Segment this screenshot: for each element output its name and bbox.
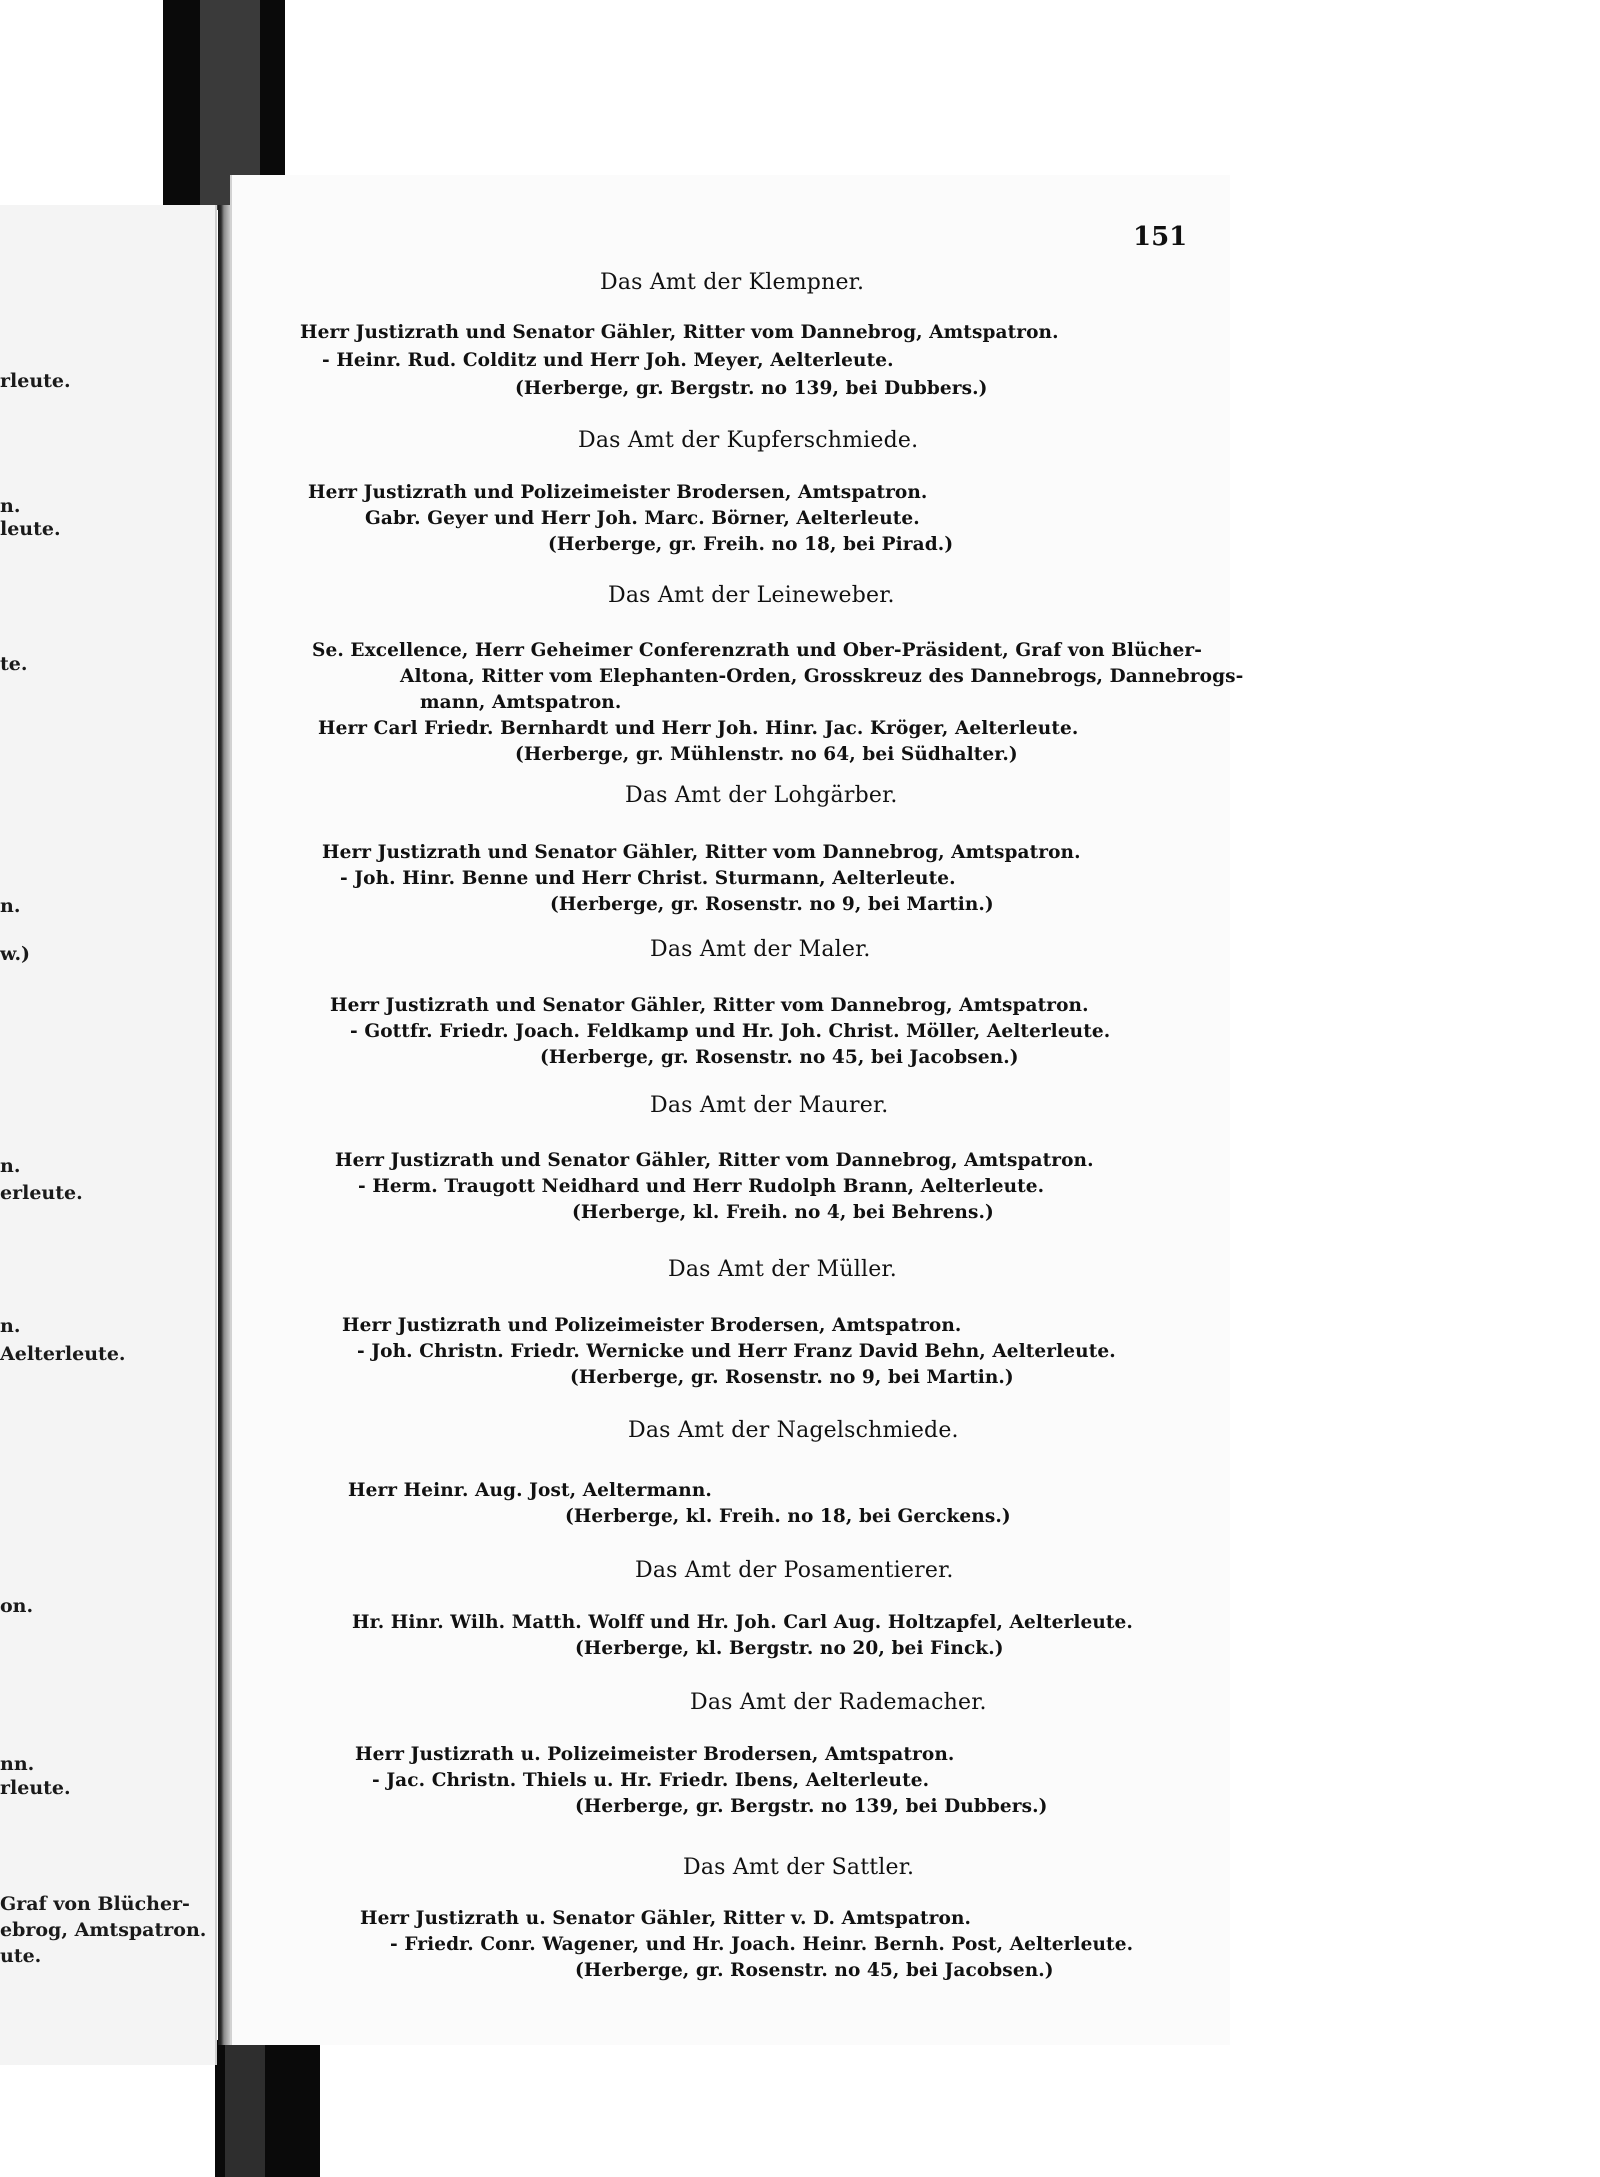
section-line: - Friedr. Conr. Wagener, und Hr. Joach. Heinr. Bernh. Post, Aelterleute. xyxy=(390,1934,1134,1955)
section-line: Herr Justizrath und Senator Gähler, Ritter vom Dannebrog, Amtspatron. xyxy=(330,995,1089,1016)
section-line: - Herm. Traugott Neidhard und Herr Rudolph Brann, Aelterleute. xyxy=(358,1176,1045,1197)
section-line: (Herberge, gr. Rosenstr. no 45, bei Jacobsen.) xyxy=(575,1960,1054,1981)
left-page-fragment: n. xyxy=(0,895,21,917)
section-line: (Herberge, gr. Rosenstr. no 45, bei Jacobsen.) xyxy=(540,1047,1019,1068)
section-title: Das Amt der Maurer. xyxy=(650,1093,889,1118)
section-title: Das Amt der Sattler. xyxy=(683,1855,915,1880)
left-page-fragment: n. xyxy=(0,1155,21,1177)
section-line: (Herberge, gr. Mühlenstr. no 64, bei Südhalter.) xyxy=(515,744,1018,765)
left-page-fragment: n. xyxy=(0,1315,21,1337)
section-line: (Herberge, gr. Rosenstr. no 9, bei Martin.) xyxy=(550,894,994,915)
section-line: Herr Justizrath u. Senator Gähler, Ritter v. D. Amtspatron. xyxy=(360,1908,972,1929)
section-line: Herr Justizrath und Senator Gähler, Ritter vom Dannebrog, Amtspatron. xyxy=(322,842,1081,863)
left-page-fragment: erleute. xyxy=(0,1182,83,1204)
section-line: Gabr. Geyer und Herr Joh. Marc. Börner, Aelterleute. xyxy=(365,508,920,529)
left-page-fragment: ebrog, Amtspatron. xyxy=(0,1919,207,1941)
section-line: (Herberge, gr. Bergstr. no 139, bei Dubbers.) xyxy=(575,1796,1048,1817)
left-page-fragment: Aelterleute. xyxy=(0,1343,126,1365)
section-line: mann, Amtspatron. xyxy=(420,692,622,713)
section-line: Herr Justizrath und Senator Gähler, Ritter vom Dannebrog, Amtspatron. xyxy=(300,322,1059,343)
left-page-fragment: n. xyxy=(0,495,21,517)
section-line: Herr Justizrath und Polizeimeister Brodersen, Amtspatron. xyxy=(342,1315,962,1336)
section-line: (Herberge, gr. Bergstr. no 139, bei Dubbers.) xyxy=(515,378,988,399)
section-line: (Herberge, gr. Rosenstr. no 9, bei Martin.) xyxy=(570,1367,1014,1388)
section-line: Herr Justizrath u. Polizeimeister Brodersen, Amtspatron. xyxy=(355,1744,955,1765)
section-title: Das Amt der Rademacher. xyxy=(690,1690,987,1715)
section-title: Das Amt der Leineweber. xyxy=(608,583,895,608)
section-title: Das Amt der Lohgärber. xyxy=(625,783,898,808)
section-line: - Joh. Hinr. Benne und Herr Christ. Sturmann, Aelterleute. xyxy=(340,868,956,889)
left-page-fragment: w.) xyxy=(0,943,31,965)
section-line: (Herberge, gr. Freih. no 18, bei Pirad.) xyxy=(548,534,954,555)
left-page-fragment: on. xyxy=(0,1595,34,1617)
section-line: Se. Excellence, Herr Geheimer Conferenzrath und Ober-Präsident, Graf von Blücher- xyxy=(312,640,1203,661)
section-line: (Herberge, kl. Freih. no 18, bei Gerckens.) xyxy=(565,1506,1011,1527)
section-line: - Joh. Christn. Friedr. Wernicke und Herr Franz David Behn, Aelterleute. xyxy=(357,1341,1116,1362)
section-line: Herr Justizrath und Polizeimeister Brodersen, Amtspatron. xyxy=(308,482,928,503)
section-line: Herr Justizrath und Senator Gähler, Ritter vom Dannebrog, Amtspatron. xyxy=(335,1150,1094,1171)
left-page-fragment: rleute. xyxy=(0,1777,71,1799)
page-number: 151 xyxy=(1133,222,1188,252)
section-line: Altona, Ritter vom Elephanten-Orden, Grosskreuz des Dannebrogs, Dannebrogs- xyxy=(400,666,1244,687)
section-line: - Heinr. Rud. Colditz und Herr Joh. Meyer, Aelterleute. xyxy=(322,350,894,371)
section-line: (Herberge, kl. Freih. no 4, bei Behrens.) xyxy=(572,1202,994,1223)
left-page xyxy=(0,205,217,2065)
section-title: Das Amt der Posamentierer. xyxy=(635,1558,954,1583)
left-page-fragment: ute. xyxy=(0,1945,42,1967)
section-title: Das Amt der Nagelschmiede. xyxy=(628,1418,959,1443)
section-line: - Jac. Christn. Thiels u. Hr. Friedr. Ibens, Aelterleute. xyxy=(372,1770,930,1791)
section-line: Herr Heinr. Aug. Jost, Aeltermann. xyxy=(348,1480,712,1501)
section-line: (Herberge, kl. Bergstr. no 20, bei Finck.) xyxy=(575,1638,1004,1659)
left-page-fragment: leute. xyxy=(0,518,61,540)
section-line: - Gottfr. Friedr. Joach. Feldkamp und Hr. Joh. Christ. Möller, Aelterleute. xyxy=(350,1021,1111,1042)
left-page-fragment: te. xyxy=(0,653,28,675)
section-line: Hr. Hinr. Wilh. Matth. Wolff und Hr. Joh. Carl Aug. Holtzapfel, Aelterleute. xyxy=(352,1612,1133,1633)
section-title: Das Amt der Müller. xyxy=(668,1257,897,1282)
left-page-fragment: Graf von Blücher- xyxy=(0,1893,190,1915)
left-page-fragment: rleute. xyxy=(0,370,71,392)
left-page-fragment: nn. xyxy=(0,1753,35,1775)
section-title: Das Amt der Kupferschmiede. xyxy=(578,428,919,453)
section-line: Herr Carl Friedr. Bernhardt und Herr Joh. Hinr. Jac. Kröger, Aelterleute. xyxy=(318,718,1079,739)
section-title: Das Amt der Klempner. xyxy=(600,270,865,295)
section-title: Das Amt der Maler. xyxy=(650,937,871,962)
scanner-edge-bottom-shade xyxy=(225,2040,265,2177)
